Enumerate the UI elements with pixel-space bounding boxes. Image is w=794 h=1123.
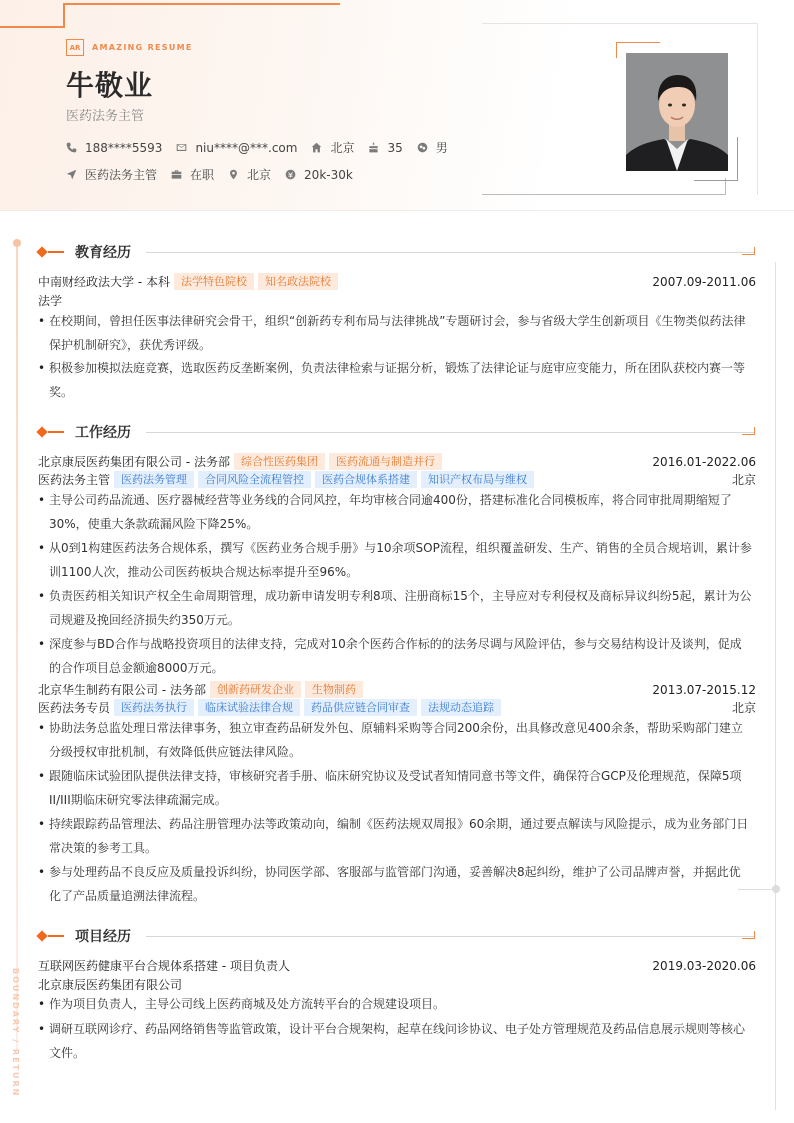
briefcase-icon <box>171 169 182 180</box>
role-tag: 医药法务管理 <box>114 471 194 488</box>
job-bullet: • 参与处理药品不良反应及质量投诉纠纷，协同医学部、客服部与监管部门沟通，妥善解决8起纠纷，维护了公司品牌声誉，并据此优化了产品质量追溯法律流程。 <box>38 860 752 908</box>
border-dot <box>772 885 780 893</box>
job-city: 北京 <box>731 473 756 487</box>
project-name: 互联网医药健康平台合规体系搭建 - 项目负责人 <box>38 959 290 973</box>
diamond-icon <box>36 426 47 437</box>
candidate-title: 医药法务主管 <box>66 109 145 124</box>
job-bullet: • 从0到1构建医药法务合规体系，撰写《医药业务合规手册》与10余项SOP流程，组织覆盖研发、生产、销售的全员合规培训，累计参训1100人次，推动公司医药板块合规达标率提升至96%。 <box>38 536 752 584</box>
location-pin-icon <box>228 169 239 180</box>
company-tag: 创新药研发企业 <box>210 681 301 698</box>
header-frame-decoration <box>482 194 726 195</box>
timeline-dot <box>13 239 21 247</box>
role-tag: 医药法务执行 <box>114 699 194 716</box>
role-tag: 临床试验法律合规 <box>198 699 300 716</box>
intent-city-value: 北京 <box>247 168 272 182</box>
intent-salary-item <box>285 168 353 182</box>
intent-status-item <box>171 166 214 183</box>
school-tag: 知名政法院校 <box>258 273 338 290</box>
brand <box>66 39 193 56</box>
age-item <box>368 141 402 155</box>
section-accent <box>48 935 64 937</box>
project-bullet: • 作为项目负责人，主导公司线上医药商城及处方流转平台的合规建设项目。 <box>38 992 752 1016</box>
diamond-icon <box>36 246 47 257</box>
job-city: 北京 <box>731 701 756 715</box>
school-tag: 法学特色院校 <box>174 273 254 290</box>
company-tag: 生物制药 <box>305 681 363 698</box>
job-bullet: • 深度参与BD合作与战略投资项目的法律支持，完成对10余个医药合作标的的法务尽调与风险评估，参与交易结构设计及谈判，促成的合作项目总金额逾8000万元。 <box>38 632 752 680</box>
education-bullet: • 在校期间，曾担任医事法律研究会骨干，组织“创新药专利布局与法律挑战”专题研讨会，参与省级大学生创新项目《生物类似药法律保护机制研究》，获优秀评级。 <box>38 309 752 357</box>
section-divider <box>146 936 754 937</box>
role-tag: 药品供应链合同审查 <box>304 699 417 716</box>
job-role: 医药法务主管 <box>38 473 111 487</box>
header-accent-line <box>63 3 340 5</box>
job-bullet: • 协助法务总监处理日常法律事务，独立审查药品研发外包、原辅料采购等合同200余份，出具修改意见400余条，帮助采购部门建立分级授权审批机制，有效降低供应链法律风险。 <box>38 716 752 764</box>
phone-value: 188****5593 <box>85 140 163 155</box>
job-bullet: • 跟随临床试验团队提供法律支持，审核研究者手册、临床研究协议及受试者知情同意书等文件，确保符合GCP及伦理规范，保障5项II/III期临床研究零法律疏漏完成。 <box>38 764 752 812</box>
intent-status-value: 在职 <box>190 168 215 182</box>
company-tag: 医药流通与制造并行 <box>329 453 442 470</box>
age-value: 35 <box>387 140 403 155</box>
intent-city-item <box>228 166 271 183</box>
contact-row <box>66 139 462 156</box>
email-value: niu****@***.com <box>195 140 298 155</box>
project-header <box>38 957 756 974</box>
education-date: 2007.09-2011.06 <box>652 274 756 289</box>
intent-position-value: 医药法务主管 <box>85 168 158 182</box>
job-header <box>38 453 756 470</box>
job-bullet: • 持续跟踪药品管理法、药品注册管理办法等政策动向，编制《医药法规双周报》60余期，通过要点解读与风险提示，成为业务部门日常决策的参考工具。 <box>38 812 752 860</box>
brand-logo: AR <box>66 39 84 56</box>
header-accent-line <box>63 3 65 28</box>
intent-position-item <box>66 166 157 183</box>
project-date: 2019.03-2020.06 <box>652 958 756 973</box>
timeline-line <box>16 247 18 1050</box>
role-tag: 知识产权布局与维权 <box>421 471 534 488</box>
education-entry-header <box>38 273 756 290</box>
role-tag: 合同风险全流程管控 <box>198 471 311 488</box>
school-name: 中南财经政法大学 - 本科 <box>38 275 170 289</box>
phone-icon <box>66 142 77 153</box>
money-icon <box>285 169 296 180</box>
project-bullet: • 调研互联网诊疗、药品网络销售等监管政策，设计平台合规架构，起草在线问诊协议、电子处方管理规范及药品信息展示规则等核心文件。 <box>38 1017 752 1065</box>
candidate-name: 牛敬业 <box>66 69 154 102</box>
section-corner <box>742 427 755 435</box>
section-divider <box>146 252 754 253</box>
gender-value: 男 <box>435 141 448 155</box>
education-bullet: • 积极参加模拟法庭竞赛，选取医药反垄断案例，负责法律检索与证据分析，锻炼了法律论证与庭审应变能力，所在团队获校内赛一等奖。 <box>38 356 752 404</box>
gender-item <box>417 139 448 156</box>
section-corner <box>742 247 755 255</box>
send-icon <box>66 169 77 180</box>
section-divider <box>146 432 754 433</box>
section-accent <box>48 431 64 433</box>
header-accent-line <box>0 26 64 28</box>
education-major: 法学 <box>38 294 63 308</box>
project-org: 北京康辰医药集团有限公司 <box>38 978 183 992</box>
email-item <box>176 141 297 155</box>
gender-icon <box>417 142 428 153</box>
side-caption: BOUNDARY / RETURN <box>11 968 20 1098</box>
phone-item <box>66 141 162 155</box>
job-role-row <box>38 471 756 488</box>
job-role: 医药法务专员 <box>38 701 111 715</box>
job-bullet: • 主导公司药品流通、医疗器械经营等业务线的合同风控，年均审核合同逾400份，搭建标准化合同模板库，将合同审批周期缩短了30%，使重大条款疏漏风险下降25%。 <box>38 488 752 536</box>
role-tag: 医药合规体系搭建 <box>315 471 417 488</box>
profile-photo <box>626 53 728 171</box>
section-header-education <box>36 242 756 262</box>
section-header-work <box>36 422 756 442</box>
section-accent <box>48 251 64 253</box>
diamond-icon <box>36 930 47 941</box>
job-header <box>38 681 756 698</box>
city-item <box>311 139 354 156</box>
section-corner <box>742 931 755 939</box>
intent-salary-value: 20k-30k <box>304 167 353 182</box>
section-title: 项目经历 <box>75 929 131 945</box>
city-value: 北京 <box>330 141 355 155</box>
section-header-projects <box>36 926 756 946</box>
company-tag: 综合性医药集团 <box>234 453 325 470</box>
cake-icon <box>368 142 379 153</box>
company-name: 北京康辰医药集团有限公司 - 法务部 <box>38 455 230 469</box>
section-title: 工作经历 <box>75 425 131 441</box>
home-icon <box>311 142 322 153</box>
company-name: 北京华生制药有限公司 - 法务部 <box>38 683 206 697</box>
job-bullet: • 负责医药相关知识产权全生命周期管理，成功新申请发明专利8项、注册商标15个，主导应对专利侵权及商标异议纠纷5起，累计为公司规避及挽回经济损失约350万元。 <box>38 584 752 632</box>
section-title: 教育经历 <box>75 245 131 261</box>
email-icon <box>176 142 187 153</box>
job-date: 2016.01-2022.06 <box>652 454 756 469</box>
brand-text: AMAZING RESUME <box>92 43 193 52</box>
job-date: 2013.07-2015.12 <box>652 682 756 697</box>
role-tag: 法规动态追踪 <box>421 699 501 716</box>
intent-row <box>66 166 367 183</box>
border-line <box>775 262 776 1110</box>
job-role-row <box>38 699 756 716</box>
resume-header <box>0 0 794 211</box>
